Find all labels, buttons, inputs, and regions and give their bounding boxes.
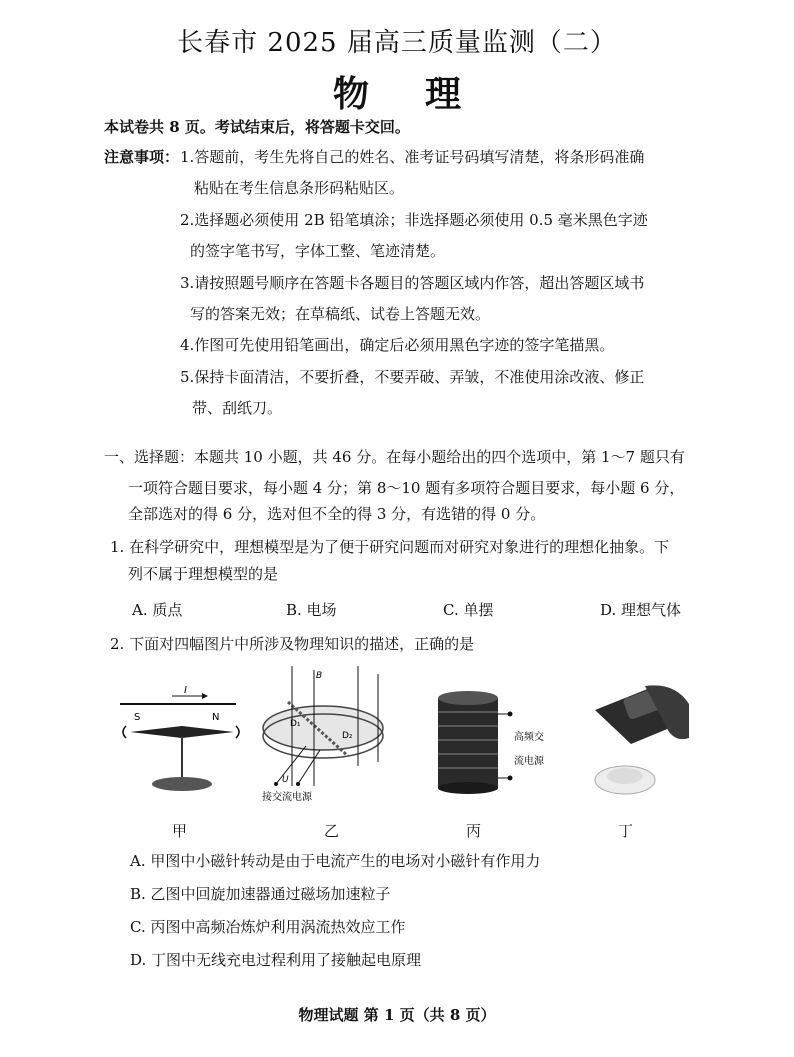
q1-option-b: B. 电场 [286, 601, 337, 619]
ac-source-label: 接交流电源 [262, 792, 312, 803]
notice-item: 2.选择题必须使用 2B 铅笔填涂；非选择题必须使用 0.5 毫米黑色字迹 [180, 211, 648, 229]
figure-ding [585, 680, 695, 802]
notice-item: 4.作图可先使用铅笔画出，确定后必须用黑色字迹的签字笔描黑。 [180, 336, 615, 354]
exam-title: 长春市 2025 届高三质量监测（二） [177, 28, 617, 58]
figure-bing [430, 688, 560, 800]
subject-title: 物理 [332, 73, 517, 115]
notice-item: 写的答案无效；在草稿纸、试卷上答题无效。 [190, 305, 491, 323]
caption-bing: 丙 [466, 822, 482, 840]
notice-item: 带、刮纸刀。 [192, 399, 283, 417]
q2-option-b: B. 乙图中回旋加速器通过磁场加速粒子 [130, 885, 391, 903]
notice-label: 注意事项： [104, 148, 180, 166]
q1-option-d: D. 理想气体 [600, 601, 682, 619]
section-instruction: 一项符合题目要求，每小题 4 分；第 8～10 题有多项符合题目要求，每小题 6 分， [128, 479, 685, 497]
caption-jia: 甲 [172, 822, 188, 840]
hf-source-label-line2: 流电源 [514, 756, 544, 767]
notice-item: 5.保持卡面清洁，不要折叠，不要弄破、弄皱，不准使用涂改液、修正 [180, 368, 645, 386]
q2-option-a: A. 甲图中小磁针转动是由于电流产生的电场对小磁针有作用力 [130, 852, 541, 870]
section-instruction: 一、选择题：本题共 10 小题，共 46 分。在每小题给出的四个选项中，第 1～7 题只有 [104, 448, 685, 466]
q1-stem: 列不属于理想模型的是 [128, 565, 279, 583]
figure-jia [112, 680, 242, 795]
notice-item: 粘贴在考生信息条形码粘贴区。 [194, 179, 405, 197]
d2-label: D₂ [342, 731, 353, 741]
q2-option-c: C. 丙图中高频冶炼炉利用涡流热效应工作 [130, 918, 406, 936]
caption-ding: 丁 [618, 822, 634, 840]
exam-intro: 本试卷共 8 页。考试结束后，将答题卡交回。 [104, 118, 410, 136]
notice-item: 1.答题前，考生先将自己的姓名、准考证号码填写清楚，将条形码准确 [180, 148, 645, 166]
notice-item: 3.请按照题号顺序在答题卡各题目的答题区域内作答，超出答题区域书 [180, 274, 645, 292]
q1-option-a: A. 质点 [132, 601, 183, 619]
q2-stem: 2. 下面对四幅图片中所涉及物理知识的描述，正确的是 [110, 635, 475, 653]
notice-item: 的签字笔书写，字体工整、笔迹清楚。 [190, 242, 446, 260]
page-footer: 物理试题 第 1 页（共 8 页） [298, 1006, 496, 1024]
d1-label: D₁ [290, 719, 301, 729]
hf-source-label-line1: 高频交 [514, 732, 544, 743]
voltage-label: U [282, 775, 289, 785]
q1-option-c: C. 单摆 [443, 601, 494, 619]
field-label: B [316, 671, 323, 681]
section-instruction: 全部选对的得 6 分，选对但不全的得 3 分，有选错的得 0 分。 [128, 505, 546, 523]
figure-yi [258, 666, 408, 806]
current-label: I [184, 685, 187, 696]
q2-option-d: D. 丁图中无线充电过程利用了接触起电原理 [130, 951, 422, 969]
south-pole-label: S [134, 712, 141, 723]
north-pole-label: N [212, 712, 220, 723]
caption-yi: 乙 [324, 822, 340, 840]
q1-stem: 1. 在科学研究中，理想模型是为了便于研究问题而对研究对象进行的理想化抽象。下 [110, 538, 670, 556]
